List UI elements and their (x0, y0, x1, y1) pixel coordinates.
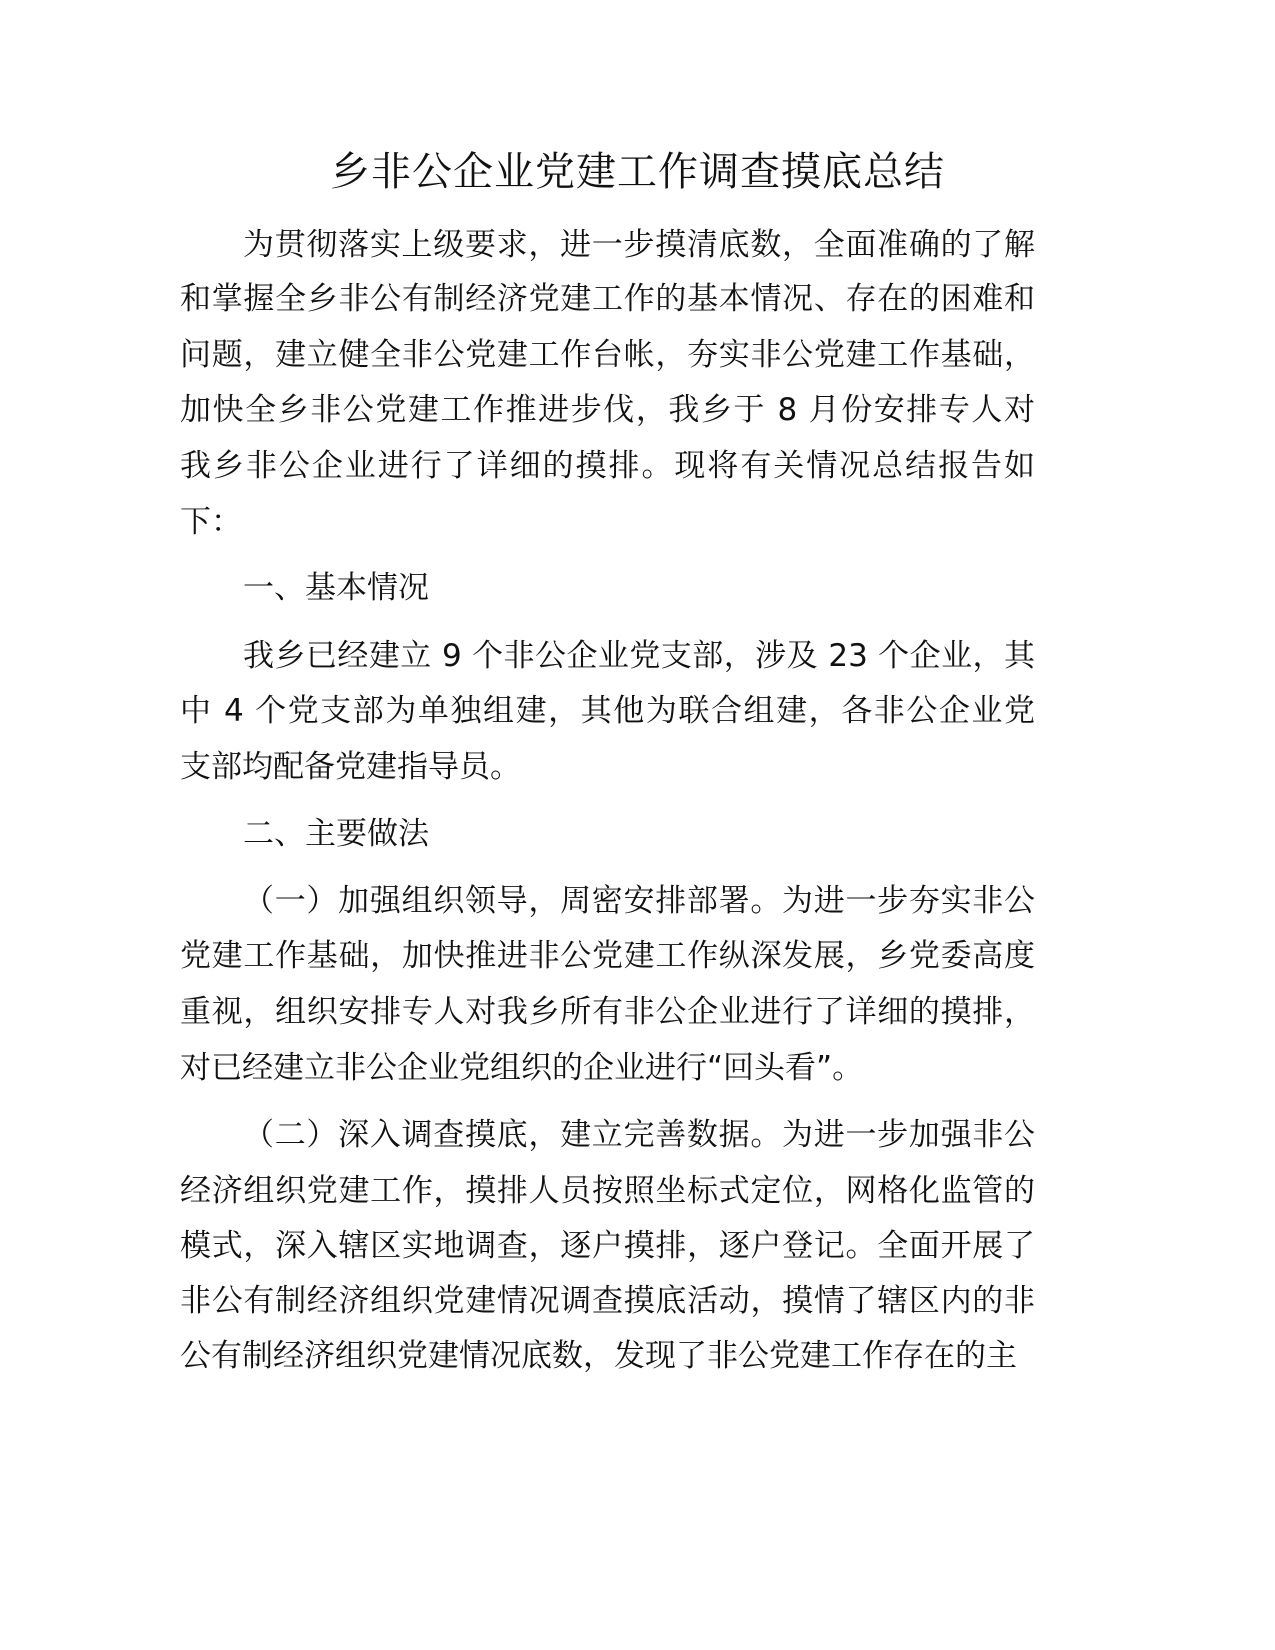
paragraph-line: 公有制经济组织党建情况底数，发现了非公党建工作存在的主 (180, 1338, 1017, 1374)
section-heading: 一、基本情况 (243, 570, 429, 606)
document-title: 乡非公企业党建工作调查摸底总结 (330, 149, 945, 195)
paragraph-line: 加快全乡非公党建工作推进步伐，我乡于 8 月份安排专人对 (180, 392, 1035, 428)
paragraph-line: 我乡已经建立 9 个非公企业党支部，涉及 23 个企业，其 (243, 638, 1035, 674)
paragraph-line: 党建工作基础，加快推进非公党建工作纵深发展，乡党委高度 (180, 938, 1035, 974)
paragraph-line: 支部均配备党建指导员。 (180, 749, 521, 785)
paragraph-line: 问题，建立健全非公党建工作台帐，夯实非公党建工作基础， (180, 337, 1035, 373)
paragraph-line: 模式，深入辖区实地调查，逐户摸排，逐户登记。全面开展了 (180, 1228, 1035, 1264)
paragraph-line: 非公有制经济组织党建情况调查摸底活动，摸情了辖区内的非 (180, 1283, 1035, 1319)
paragraph-line: 重视，组织安排专人对我乡所有非公企业进行了详细的摸排， (180, 994, 1035, 1030)
paragraph-line: 中 4 个党支部为单独组建，其他为联合组建，各非公企业党 (180, 693, 1035, 729)
paragraph-line: 下： (180, 504, 242, 540)
paragraph-line: 和掌握全乡非公有制经济党建工作的基本情况、存在的困难和 (180, 281, 1035, 317)
paragraph-line: （一）加强组织领导，周密安排部署。为进一步夯实非公 (243, 883, 1035, 919)
paragraph-line: 为贯彻落实上级要求，进一步摸清底数，全面准确的了解 (243, 227, 1035, 263)
paragraph-line: 经济组织党建工作，摸排人员按照坐标式定位，网格化监管的 (180, 1173, 1035, 1209)
section-heading: 二、主要做法 (243, 816, 429, 852)
paragraph-line: 我乡非公企业进行了详细的摸排。现将有关情况总结报告如 (180, 448, 1035, 484)
paragraph-line: （二）深入调查摸底，建立完善数据。为进一步加强非公 (243, 1117, 1035, 1153)
paragraph-line: 对已经建立非公企业党组织的企业进行“回头看”。 (180, 1050, 864, 1086)
